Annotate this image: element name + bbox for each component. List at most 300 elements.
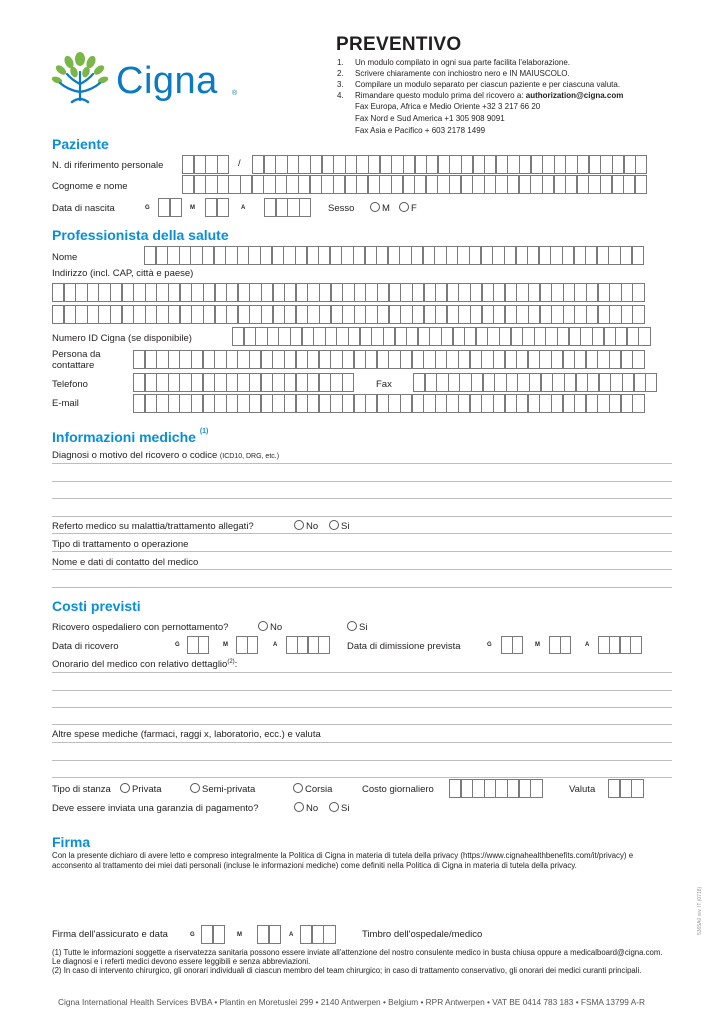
char-box[interactable] bbox=[133, 283, 145, 302]
char-box[interactable] bbox=[472, 175, 484, 194]
char-box[interactable] bbox=[217, 198, 229, 217]
doctor-line[interactable] bbox=[52, 587, 672, 588]
char-box[interactable] bbox=[472, 779, 484, 798]
char-box[interactable] bbox=[330, 246, 342, 265]
prof-name-field[interactable] bbox=[144, 246, 643, 265]
char-box[interactable] bbox=[110, 305, 122, 324]
char-box[interactable] bbox=[621, 305, 633, 324]
char-box[interactable] bbox=[632, 394, 644, 413]
char-box[interactable] bbox=[551, 305, 563, 324]
char-box[interactable] bbox=[458, 305, 470, 324]
char-box[interactable] bbox=[273, 305, 285, 324]
char-box[interactable] bbox=[261, 350, 273, 369]
treatment-line[interactable] bbox=[52, 551, 672, 552]
char-box[interactable] bbox=[506, 373, 518, 392]
char-box[interactable] bbox=[484, 779, 496, 798]
char-box[interactable] bbox=[459, 373, 471, 392]
char-box[interactable] bbox=[563, 394, 575, 413]
report-no-radio[interactable]: No bbox=[294, 520, 318, 532]
char-box[interactable] bbox=[203, 305, 215, 324]
char-box[interactable] bbox=[389, 305, 401, 324]
char-box[interactable] bbox=[330, 350, 342, 369]
char-box[interactable] bbox=[400, 350, 412, 369]
char-box[interactable] bbox=[377, 305, 389, 324]
char-box[interactable] bbox=[249, 305, 261, 324]
char-box[interactable] bbox=[307, 394, 319, 413]
char-box[interactable] bbox=[597, 350, 609, 369]
char-box[interactable] bbox=[296, 394, 308, 413]
char-box[interactable] bbox=[122, 283, 134, 302]
char-box[interactable] bbox=[237, 394, 249, 413]
char-box[interactable] bbox=[632, 305, 644, 324]
char-box[interactable] bbox=[483, 373, 495, 392]
char-box[interactable] bbox=[598, 305, 610, 324]
char-box[interactable] bbox=[310, 155, 322, 174]
char-box[interactable] bbox=[354, 305, 366, 324]
char-box[interactable] bbox=[263, 175, 275, 194]
char-box[interactable] bbox=[98, 283, 110, 302]
char-box[interactable] bbox=[226, 283, 238, 302]
char-box[interactable] bbox=[272, 373, 284, 392]
char-box[interactable] bbox=[495, 779, 507, 798]
char-box[interactable] bbox=[226, 373, 238, 392]
char-box[interactable] bbox=[620, 636, 632, 654]
admission-month[interactable] bbox=[236, 636, 258, 654]
char-box[interactable] bbox=[517, 373, 529, 392]
char-box[interactable] bbox=[425, 373, 437, 392]
char-box[interactable] bbox=[438, 155, 450, 174]
char-box[interactable] bbox=[168, 283, 180, 302]
char-box[interactable] bbox=[203, 283, 215, 302]
char-box[interactable] bbox=[399, 246, 411, 265]
char-box[interactable] bbox=[470, 283, 482, 302]
char-box[interactable] bbox=[247, 636, 259, 654]
char-box[interactable] bbox=[345, 175, 357, 194]
char-box[interactable] bbox=[621, 283, 633, 302]
char-box[interactable] bbox=[471, 373, 483, 392]
char-box[interactable] bbox=[446, 394, 458, 413]
char-box[interactable] bbox=[248, 246, 260, 265]
char-box[interactable] bbox=[447, 283, 459, 302]
char-box[interactable] bbox=[286, 175, 298, 194]
char-box[interactable] bbox=[275, 175, 287, 194]
char-box[interactable] bbox=[226, 394, 238, 413]
char-box[interactable] bbox=[284, 283, 296, 302]
other-line[interactable] bbox=[52, 742, 672, 743]
char-box[interactable] bbox=[287, 155, 299, 174]
char-box[interactable] bbox=[412, 350, 424, 369]
char-box[interactable] bbox=[290, 327, 302, 346]
char-box[interactable] bbox=[376, 246, 388, 265]
char-box[interactable] bbox=[604, 327, 616, 346]
char-box[interactable] bbox=[215, 305, 227, 324]
char-box[interactable] bbox=[330, 394, 342, 413]
char-box[interactable] bbox=[52, 283, 64, 302]
char-box[interactable] bbox=[261, 373, 273, 392]
char-box[interactable] bbox=[226, 350, 238, 369]
char-box[interactable] bbox=[307, 305, 319, 324]
char-box[interactable] bbox=[540, 283, 552, 302]
char-box[interactable] bbox=[145, 305, 157, 324]
char-box[interactable] bbox=[481, 394, 493, 413]
char-box[interactable] bbox=[342, 305, 354, 324]
char-box[interactable] bbox=[333, 175, 345, 194]
char-box[interactable] bbox=[286, 636, 298, 654]
char-box[interactable] bbox=[319, 283, 331, 302]
name-field[interactable] bbox=[182, 175, 646, 194]
char-box[interactable] bbox=[411, 246, 423, 265]
room-semi-private-radio[interactable]: Semi-privata bbox=[190, 783, 255, 795]
char-box[interactable] bbox=[365, 305, 377, 324]
char-box[interactable] bbox=[400, 305, 412, 324]
char-box[interactable] bbox=[179, 394, 191, 413]
char-box[interactable] bbox=[507, 155, 519, 174]
char-box[interactable] bbox=[391, 175, 403, 194]
char-box[interactable] bbox=[52, 305, 64, 324]
char-box[interactable] bbox=[284, 350, 296, 369]
char-box[interactable] bbox=[542, 175, 554, 194]
char-box[interactable] bbox=[264, 198, 276, 217]
char-box[interactable] bbox=[449, 155, 461, 174]
char-box[interactable] bbox=[179, 373, 191, 392]
char-box[interactable] bbox=[492, 246, 504, 265]
char-box[interactable] bbox=[563, 350, 575, 369]
char-box[interactable] bbox=[170, 198, 182, 217]
char-box[interactable] bbox=[87, 305, 99, 324]
char-box[interactable] bbox=[598, 283, 610, 302]
char-box[interactable] bbox=[437, 175, 449, 194]
char-box[interactable] bbox=[205, 198, 217, 217]
char-box[interactable] bbox=[341, 246, 353, 265]
char-box[interactable] bbox=[426, 155, 438, 174]
char-box[interactable] bbox=[388, 394, 400, 413]
char-box[interactable] bbox=[458, 350, 470, 369]
char-box[interactable] bbox=[499, 327, 511, 346]
diagnosis-line[interactable] bbox=[52, 463, 672, 464]
char-box[interactable] bbox=[528, 394, 540, 413]
char-box[interactable] bbox=[354, 350, 366, 369]
char-box[interactable] bbox=[203, 350, 215, 369]
address-line-2[interactable] bbox=[52, 305, 644, 324]
char-box[interactable] bbox=[552, 373, 564, 392]
char-box[interactable] bbox=[133, 373, 145, 392]
char-box[interactable] bbox=[187, 636, 199, 654]
char-box[interactable] bbox=[237, 350, 249, 369]
char-box[interactable] bbox=[563, 305, 575, 324]
char-box[interactable] bbox=[400, 394, 412, 413]
contact-person-field[interactable] bbox=[133, 350, 644, 369]
char-box[interactable] bbox=[312, 925, 324, 944]
char-box[interactable] bbox=[562, 246, 574, 265]
char-box[interactable] bbox=[600, 175, 612, 194]
char-box[interactable] bbox=[449, 175, 461, 194]
char-box[interactable] bbox=[191, 373, 203, 392]
signature-year[interactable] bbox=[300, 925, 335, 944]
char-box[interactable] bbox=[635, 175, 647, 194]
char-box[interactable] bbox=[75, 305, 87, 324]
char-box[interactable] bbox=[395, 327, 407, 346]
char-box[interactable] bbox=[214, 394, 226, 413]
char-box[interactable] bbox=[182, 175, 194, 194]
char-box[interactable] bbox=[586, 394, 598, 413]
char-box[interactable] bbox=[353, 246, 365, 265]
char-box[interactable] bbox=[249, 373, 261, 392]
char-box[interactable] bbox=[75, 283, 87, 302]
char-box[interactable] bbox=[342, 350, 354, 369]
char-box[interactable] bbox=[507, 779, 519, 798]
char-box[interactable] bbox=[476, 327, 488, 346]
char-box[interactable] bbox=[400, 283, 412, 302]
char-box[interactable] bbox=[620, 246, 632, 265]
char-box[interactable] bbox=[261, 394, 273, 413]
char-box[interactable] bbox=[333, 155, 345, 174]
char-box[interactable] bbox=[403, 175, 415, 194]
char-box[interactable] bbox=[527, 246, 539, 265]
char-box[interactable] bbox=[203, 373, 215, 392]
admission-day[interactable] bbox=[187, 636, 209, 654]
char-box[interactable] bbox=[516, 394, 528, 413]
char-box[interactable] bbox=[576, 373, 588, 392]
char-box[interactable] bbox=[194, 155, 206, 174]
char-box[interactable] bbox=[168, 373, 180, 392]
char-box[interactable] bbox=[424, 305, 436, 324]
char-box[interactable] bbox=[238, 283, 250, 302]
room-ward-radio[interactable]: Corsia bbox=[293, 783, 332, 795]
char-box[interactable] bbox=[240, 175, 252, 194]
char-box[interactable] bbox=[64, 283, 76, 302]
char-box[interactable] bbox=[205, 175, 217, 194]
char-box[interactable] bbox=[539, 246, 551, 265]
char-box[interactable] bbox=[599, 373, 611, 392]
char-box[interactable] bbox=[365, 350, 377, 369]
char-box[interactable] bbox=[214, 373, 226, 392]
admission-year[interactable] bbox=[286, 636, 329, 654]
char-box[interactable] bbox=[302, 327, 314, 346]
char-box[interactable] bbox=[191, 283, 203, 302]
char-box[interactable] bbox=[249, 394, 261, 413]
char-box[interactable] bbox=[412, 283, 424, 302]
email-field[interactable] bbox=[133, 394, 644, 413]
char-box[interactable] bbox=[64, 305, 76, 324]
char-box[interactable] bbox=[516, 283, 528, 302]
char-box[interactable] bbox=[144, 246, 156, 265]
char-box[interactable] bbox=[623, 175, 635, 194]
char-box[interactable] bbox=[365, 394, 377, 413]
char-box[interactable] bbox=[585, 246, 597, 265]
char-box[interactable] bbox=[261, 305, 273, 324]
char-box[interactable] bbox=[435, 350, 447, 369]
char-box[interactable] bbox=[610, 373, 622, 392]
char-box[interactable] bbox=[244, 327, 256, 346]
char-box[interactable] bbox=[461, 155, 473, 174]
char-box[interactable] bbox=[267, 327, 279, 346]
char-box[interactable] bbox=[269, 925, 281, 944]
char-box[interactable] bbox=[348, 327, 360, 346]
char-box[interactable] bbox=[482, 305, 494, 324]
email-link[interactable]: authorization@cigna.com bbox=[525, 91, 624, 100]
dob-day[interactable] bbox=[158, 198, 181, 217]
char-box[interactable] bbox=[469, 246, 481, 265]
char-box[interactable] bbox=[158, 198, 170, 217]
char-box[interactable] bbox=[354, 283, 366, 302]
char-box[interactable] bbox=[388, 350, 400, 369]
char-box[interactable] bbox=[377, 283, 389, 302]
char-box[interactable] bbox=[435, 394, 447, 413]
cigna-id-field[interactable] bbox=[232, 327, 650, 346]
char-box[interactable] bbox=[156, 305, 168, 324]
char-box[interactable] bbox=[436, 373, 448, 392]
discharge-month[interactable] bbox=[549, 636, 571, 654]
char-box[interactable] bbox=[423, 350, 435, 369]
char-box[interactable] bbox=[415, 155, 427, 174]
dob-year[interactable] bbox=[264, 198, 310, 217]
char-box[interactable] bbox=[441, 327, 453, 346]
char-box[interactable] bbox=[323, 925, 335, 944]
char-box[interactable] bbox=[470, 350, 482, 369]
char-box[interactable] bbox=[325, 327, 337, 346]
char-box[interactable] bbox=[447, 305, 459, 324]
char-box[interactable] bbox=[261, 283, 273, 302]
char-box[interactable] bbox=[512, 636, 524, 654]
char-box[interactable] bbox=[299, 198, 311, 217]
char-box[interactable] bbox=[180, 283, 192, 302]
char-box[interactable] bbox=[505, 283, 517, 302]
char-box[interactable] bbox=[236, 636, 248, 654]
char-box[interactable] bbox=[554, 155, 566, 174]
char-box[interactable] bbox=[494, 373, 506, 392]
ref-number-part2[interactable] bbox=[252, 155, 647, 174]
ref-number-part1[interactable] bbox=[182, 155, 228, 174]
char-box[interactable] bbox=[470, 305, 482, 324]
char-box[interactable] bbox=[612, 155, 624, 174]
char-box[interactable] bbox=[461, 779, 473, 798]
char-box[interactable] bbox=[540, 305, 552, 324]
char-box[interactable] bbox=[201, 925, 213, 944]
char-box[interactable] bbox=[307, 373, 319, 392]
sex-m-radio[interactable]: M bbox=[370, 202, 390, 214]
address-line-1[interactable] bbox=[52, 283, 644, 302]
char-box[interactable] bbox=[342, 373, 354, 392]
char-box[interactable] bbox=[371, 327, 383, 346]
char-box[interactable] bbox=[539, 350, 551, 369]
char-box[interactable] bbox=[145, 350, 157, 369]
char-box[interactable] bbox=[549, 636, 561, 654]
char-box[interactable] bbox=[249, 350, 261, 369]
discharge-year[interactable] bbox=[598, 636, 641, 654]
char-box[interactable] bbox=[634, 373, 646, 392]
char-box[interactable] bbox=[458, 283, 470, 302]
char-box[interactable] bbox=[530, 779, 542, 798]
char-box[interactable] bbox=[264, 155, 276, 174]
char-box[interactable] bbox=[528, 283, 540, 302]
char-box[interactable] bbox=[156, 373, 168, 392]
char-box[interactable] bbox=[609, 636, 621, 654]
char-box[interactable] bbox=[226, 305, 238, 324]
char-box[interactable] bbox=[580, 327, 592, 346]
char-box[interactable] bbox=[252, 175, 264, 194]
char-box[interactable] bbox=[379, 175, 391, 194]
char-box[interactable] bbox=[557, 327, 569, 346]
char-box[interactable] bbox=[191, 350, 203, 369]
char-box[interactable] bbox=[565, 175, 577, 194]
char-box[interactable] bbox=[296, 373, 308, 392]
char-box[interactable] bbox=[473, 155, 485, 174]
char-box[interactable] bbox=[168, 305, 180, 324]
char-box[interactable] bbox=[587, 373, 599, 392]
char-box[interactable] bbox=[551, 350, 563, 369]
char-box[interactable] bbox=[345, 155, 357, 174]
char-box[interactable] bbox=[87, 283, 99, 302]
daily-cost-field[interactable] bbox=[449, 779, 542, 798]
diagnosis-line[interactable] bbox=[52, 516, 672, 517]
char-box[interactable] bbox=[458, 394, 470, 413]
char-box[interactable] bbox=[493, 305, 505, 324]
char-box[interactable] bbox=[423, 394, 435, 413]
char-box[interactable] bbox=[531, 155, 543, 174]
char-box[interactable] bbox=[600, 155, 612, 174]
char-box[interactable] bbox=[457, 246, 469, 265]
char-box[interactable] bbox=[255, 327, 267, 346]
char-box[interactable] bbox=[342, 283, 354, 302]
char-box[interactable] bbox=[257, 925, 269, 944]
char-box[interactable] bbox=[217, 155, 229, 174]
char-box[interactable] bbox=[283, 246, 295, 265]
char-box[interactable] bbox=[505, 394, 517, 413]
char-box[interactable] bbox=[516, 305, 528, 324]
char-box[interactable] bbox=[493, 283, 505, 302]
char-box[interactable] bbox=[365, 283, 377, 302]
char-box[interactable] bbox=[110, 283, 122, 302]
char-box[interactable] bbox=[645, 373, 657, 392]
char-box[interactable] bbox=[426, 175, 438, 194]
char-box[interactable] bbox=[551, 394, 563, 413]
char-box[interactable] bbox=[232, 327, 244, 346]
char-box[interactable] bbox=[380, 155, 392, 174]
char-box[interactable] bbox=[156, 350, 168, 369]
char-box[interactable] bbox=[638, 327, 650, 346]
char-box[interactable] bbox=[182, 155, 194, 174]
char-box[interactable] bbox=[620, 779, 632, 798]
char-box[interactable] bbox=[377, 394, 389, 413]
char-box[interactable] bbox=[504, 246, 516, 265]
discharge-day[interactable] bbox=[501, 636, 523, 654]
char-box[interactable] bbox=[191, 394, 203, 413]
char-box[interactable] bbox=[597, 394, 609, 413]
char-box[interactable] bbox=[539, 394, 551, 413]
dob-month[interactable] bbox=[205, 198, 228, 217]
char-box[interactable] bbox=[530, 175, 542, 194]
char-box[interactable] bbox=[609, 394, 621, 413]
char-box[interactable] bbox=[482, 283, 494, 302]
char-box[interactable] bbox=[423, 246, 435, 265]
char-box[interactable] bbox=[609, 283, 621, 302]
char-box[interactable] bbox=[296, 283, 308, 302]
other-line[interactable] bbox=[52, 777, 672, 778]
char-box[interactable] bbox=[589, 155, 601, 174]
char-box[interactable] bbox=[356, 155, 368, 174]
char-box[interactable] bbox=[496, 155, 508, 174]
char-box[interactable] bbox=[133, 350, 145, 369]
char-box[interactable] bbox=[238, 305, 250, 324]
sex-f-radio[interactable]: F bbox=[399, 202, 417, 214]
char-box[interactable] bbox=[569, 327, 581, 346]
char-box[interactable] bbox=[434, 246, 446, 265]
char-box[interactable] bbox=[574, 283, 586, 302]
char-box[interactable] bbox=[592, 327, 604, 346]
char-box[interactable] bbox=[145, 394, 157, 413]
char-box[interactable] bbox=[519, 175, 531, 194]
char-box[interactable] bbox=[412, 394, 424, 413]
